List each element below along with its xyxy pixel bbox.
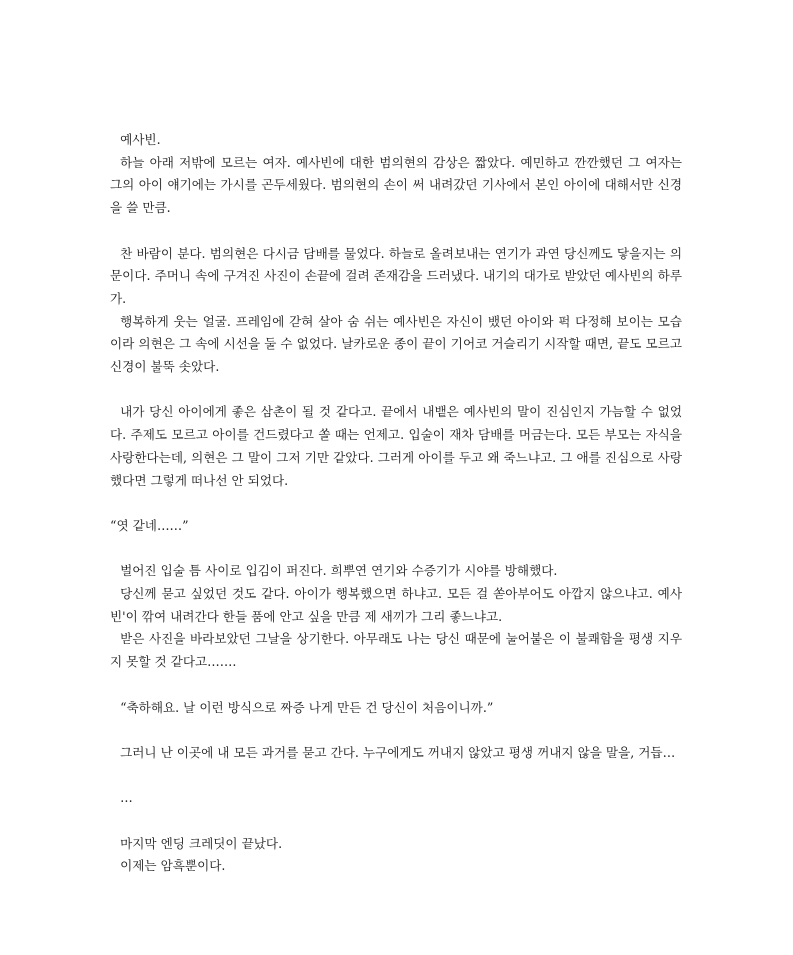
paragraph: 행복하게 웃는 얼굴. 프레임에 갇혀 살아 숨 쉬는 예사빈은 자신이 뱄던 아이와 퍽 다정해 보이는 모습이라 의현은 그 속에 시선을 둘 수 없었다. 날카로운 종이 끝이 기어코 거슬리기 시작할 때면, 끝도 모르고 신경이 불뚝 솟았다. — [110, 313, 682, 375]
paragraph: 그러니 난 이곳에 내 모든 과거를 묻고 간다. 누구에게도 꺼내지 않았고 평생 꺼내지 않을 말을, 거듭… — [120, 744, 676, 760]
paragraph: 마지막 엔딩 크레딧이 끝났다. — [120, 835, 283, 851]
blank-line — [110, 810, 682, 833]
blank-line — [110, 379, 682, 402]
document-body — [110, 129, 682, 878]
paragraph: 받은 사진을 바라보았던 그날을 상기한다. 아무래도 나는 당신 때문에 눌어붙은 이 불쾌함을 평생 지우지 못할 것 같다고……. — [110, 631, 682, 670]
paragraph: 하늘 아래 저밖에 모르는 여자. 예사빈에 대한 범의현의 감상은 짧았다. 예민하고 깐깐했던 그 여자는 그의 아이 얘기에는 가시를 곤두세웠다. 범의현의 손이 써 내려갔던 기사에서 본인 아이에 대해서만 신경을 쓸 만큼. — [110, 154, 682, 216]
blank-line — [110, 538, 682, 561]
blank-line — [110, 220, 682, 243]
paragraph: 내가 당신 아이에게 좋은 삼촌이 될 것 같다고. 끝에서 내뱉은 예사빈의 말이 진심인지 가늠할 수 없었다. 주제도 모르고 아이를 건드렸다고 쏠 때는 언제고. 입술이 재차 담배를 머금는다. 모든 부모는 자식을 사랑한다는데, 의현은 그 말이 그저 기만 같았다. 그러게 아이를 두고 왜 죽느냐고. 그 애를 진심으로 사랑했다면 그렇게 떠나선 안 되었다. — [110, 404, 682, 488]
paragraph: 이제는 암흑뿐이다. — [120, 858, 226, 874]
paragraph: 벌어진 입술 틈 사이로 입김이 퍼진다. 희뿌연 연기와 수증기가 시야를 방해했다. — [120, 563, 558, 579]
blank-line — [110, 674, 682, 697]
paragraph: 당신께 묻고 싶었던 것도 같다. 아이가 행복했으면 하냐고. 모든 걸 쏟아부어도 아깝지 않으냐고. 예사빈'이 깎여 내려간다 한들 품에 안고 싶을 만큼 제 새끼가 그리 좋느냐고. — [110, 586, 682, 624]
blank-line — [110, 492, 682, 515]
paragraph-title: 예사빈. — [120, 132, 161, 147]
dialogue-line: “축하해요. 날 이런 방식으로 짜증 나게 만든 건 당신이 처음이니까.” — [120, 699, 494, 715]
dialogue-line: “엿 같네……” — [110, 517, 189, 533]
blank-line — [110, 719, 682, 742]
ellipsis-line: … — [120, 790, 133, 806]
paragraph: 찬 바람이 분다. 범의현은 다시금 담배를 물었다. 하늘로 올려보내는 연기가 과연 당신께도 닿을지는 의문이다. 주머니 속에 구겨진 사진이 손끝에 걸려 존재감을 드러냈다. 내기의 대가로 받았던 예사빈의 하루가. — [110, 245, 682, 306]
blank-line — [110, 765, 682, 788]
